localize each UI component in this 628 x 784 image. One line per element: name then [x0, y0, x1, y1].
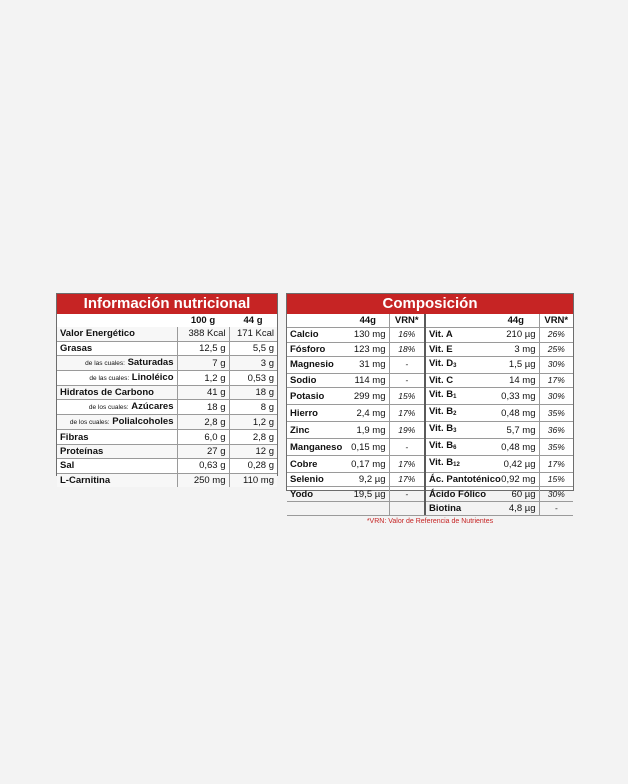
composition-row — [287, 501, 573, 515]
vitamin-name: Vit. $B_6$ — [425, 439, 493, 456]
composition-table-panel — [286, 293, 574, 526]
mineral-name: Selenio — [287, 473, 347, 487]
vitamin-amount: 0,42 µg — [493, 456, 539, 473]
nutrient-name: Hidratos de Carbono — [60, 387, 154, 399]
mineral-vrn: - — [389, 439, 425, 456]
mineral-amount: 31 mg — [347, 356, 389, 373]
value-100g: 27 g — [177, 444, 229, 458]
nutrition-row — [57, 415, 277, 430]
mineral-name: Sodio — [287, 373, 347, 387]
vitamin-vrn: 17% — [539, 456, 573, 473]
composition-row — [287, 328, 573, 342]
nutrition-row — [57, 473, 277, 487]
composition-row — [287, 439, 573, 456]
composition-row — [287, 342, 573, 356]
value-100g: 250 mg — [177, 473, 229, 487]
mineral-name — [287, 501, 347, 515]
vitamin-vrn: 36% — [539, 422, 573, 439]
value-44g: 0,28 g — [229, 459, 277, 473]
value-44g: 3 g — [229, 356, 277, 371]
mineral-amount: 0,17 mg — [347, 456, 389, 473]
nutrient-name: Grasas — [60, 342, 93, 354]
vitamin-vrn: - — [539, 501, 573, 515]
mineral-vrn: - — [389, 356, 425, 373]
vitamin-amount: 0,92 mg — [493, 473, 539, 487]
mineral-vrn: 15% — [389, 388, 425, 405]
nutrient-label — [57, 356, 177, 371]
vitamin-amount: 0,33 mg — [493, 388, 539, 405]
nutrient-name: Fibras — [60, 431, 89, 443]
value-100g: 6,0 g — [177, 430, 229, 444]
vitamin-amount: 3 mg — [493, 342, 539, 356]
vitamin-name: Vit. C — [425, 373, 493, 387]
vitamin-amount: 5,7 mg — [493, 422, 539, 439]
vitamin-subscript: 2 — [453, 411, 457, 418]
col-header-minerals-vrn: VRN* — [389, 314, 425, 328]
mineral-amount: 130 mg — [347, 328, 389, 342]
vitamin-vrn: 30% — [539, 356, 573, 373]
vitamin-subscript: 1 — [453, 394, 457, 401]
composition-table — [287, 314, 573, 515]
vitamin-subscript: 12 — [453, 462, 460, 469]
mineral-vrn: 16% — [389, 328, 425, 342]
value-44g: 8 g — [229, 400, 277, 415]
nutrition-table — [57, 314, 277, 487]
mineral-amount: 299 mg — [347, 388, 389, 405]
value-44g: 1,2 g — [229, 415, 277, 430]
nutrient-prefix: de los cuales: — [88, 404, 129, 412]
nutrition-row — [57, 430, 277, 444]
vitamin-name: Vit. $B_1$ — [425, 388, 493, 405]
mineral-name: Magnesio — [287, 356, 347, 373]
mineral-vrn: 17% — [389, 405, 425, 422]
vitamin-vrn: 25% — [539, 342, 573, 356]
mineral-amount: 9,2 µg — [347, 473, 389, 487]
vitamin-amount: 4,8 µg — [493, 501, 539, 515]
mineral-name: Hierro — [287, 405, 347, 422]
nutrient-label — [57, 341, 177, 355]
value-100g: 7 g — [177, 356, 229, 371]
vitamin-amount: 60 µg — [493, 487, 539, 501]
value-100g: 12,5 g — [177, 341, 229, 355]
mineral-amount: 1,9 mg — [347, 422, 389, 439]
mineral-amount — [347, 501, 389, 515]
mineral-name: Yodo — [287, 487, 347, 501]
nutrient-label — [57, 444, 177, 458]
vitamin-vrn: 17% — [539, 373, 573, 387]
mineral-vrn: 19% — [389, 422, 425, 439]
vitamin-name: Ácido Fólico — [425, 487, 493, 501]
mineral-name: Fósforo — [287, 342, 347, 356]
nutrient-prefix: de las cuales: — [85, 360, 125, 368]
nutrition-row — [57, 356, 277, 371]
mineral-name: Zinc — [287, 422, 347, 439]
vitamin-vrn: 35% — [539, 405, 573, 422]
nutrient-label — [57, 415, 177, 430]
nutrient-name: Saturadas — [127, 357, 174, 369]
value-100g: 388 Kcal — [177, 327, 229, 341]
value-100g: 2,8 g — [177, 415, 229, 430]
nutrient-prefix: de las cuales: — [89, 375, 130, 383]
nutrition-row — [57, 327, 277, 341]
value-100g: 0,63 g — [177, 459, 229, 473]
nutrition-table-panel — [56, 293, 278, 486]
nutrient-label — [57, 459, 177, 473]
value-44g: 18 g — [229, 386, 277, 400]
composition-row — [287, 456, 573, 473]
vitamin-amount: 14 mg — [493, 373, 539, 387]
vrn-footnote: *VRN: Valor de Referencia de Nutrientes — [287, 515, 573, 527]
composition-row — [287, 473, 573, 487]
value-100g: 41 g — [177, 386, 229, 400]
composition-row — [287, 487, 573, 501]
vitamin-vrn: 35% — [539, 439, 573, 456]
value-44g: 2,8 g — [229, 430, 277, 444]
nutrient-label — [57, 327, 177, 341]
nutrition-row — [57, 459, 277, 473]
composition-row — [287, 422, 573, 439]
composition-row — [287, 388, 573, 405]
vitamin-name: Vit. $B_2$ — [425, 405, 493, 422]
nutrient-name: Azúcares — [131, 401, 174, 413]
mineral-name: Cobre — [287, 456, 347, 473]
vitamin-vrn: 30% — [539, 487, 573, 501]
value-44g: 0,53 g — [229, 371, 277, 386]
value-100g: 1,2 g — [177, 371, 229, 386]
mineral-name: Potasio — [287, 388, 347, 405]
nutrient-label — [57, 386, 177, 400]
value-44g: 5,5 g — [229, 341, 277, 355]
col-header-100g: 100 g — [190, 315, 216, 327]
vitamin-name: Vit. $B_3$ — [425, 422, 493, 439]
mineral-amount: 123 mg — [347, 342, 389, 356]
vitamin-vrn: 26% — [539, 328, 573, 342]
mineral-vrn: - — [389, 487, 425, 501]
nutrient-label — [57, 430, 177, 444]
nutrient-name: Linoléico — [131, 372, 174, 384]
mineral-vrn — [389, 501, 425, 515]
vitamin-subscript: 6 — [453, 445, 457, 452]
mineral-amount: 19,5 µg — [347, 487, 389, 501]
vitamin-subscript: 3 — [453, 428, 457, 435]
nutrition-row — [57, 444, 277, 458]
vitamin-name: Vit. A — [425, 328, 493, 342]
nutrition-title: Información nutricional — [57, 294, 277, 314]
nutrient-name: Polialcoholes — [112, 416, 174, 428]
col-header-vitamins-vrn: VRN* — [539, 314, 573, 328]
nutrition-row — [57, 386, 277, 400]
col-header-minerals-amount: 44g — [359, 315, 376, 327]
mineral-vrn: - — [389, 373, 425, 387]
composition-row — [287, 373, 573, 387]
composition-title: Composición — [287, 294, 573, 314]
value-44g: 110 mg — [229, 473, 277, 487]
vitamin-vrn: 30% — [539, 388, 573, 405]
nutrition-row — [57, 371, 277, 386]
value-100g: 18 g — [177, 400, 229, 415]
composition-row — [287, 356, 573, 373]
vitamin-name: Vit. $D_3$ — [425, 356, 493, 373]
value-44g: 12 g — [229, 444, 277, 458]
vitamin-name: Vit. E — [425, 342, 493, 356]
nutrient-name: Valor Energético — [60, 328, 135, 340]
vitamin-name: Biotina — [425, 501, 493, 515]
col-header-44g: 44 g — [243, 315, 263, 327]
value-44g: 171 Kcal — [229, 327, 277, 341]
nutrition-row — [57, 341, 277, 355]
vitamin-amount: 1,5 µg — [493, 356, 539, 373]
vitamin-name: Ác. Pantoténico — [425, 473, 493, 487]
vitamin-amount: 0,48 mg — [493, 405, 539, 422]
vitamin-vrn: 15% — [539, 473, 573, 487]
nutrient-label — [57, 400, 177, 415]
vitamin-amount: 210 µg — [493, 328, 539, 342]
mineral-amount: 114 mg — [347, 373, 389, 387]
nutrient-label — [57, 473, 177, 487]
col-header-vitamins-amount: 44g — [507, 315, 524, 327]
mineral-amount: 2,4 mg — [347, 405, 389, 422]
mineral-vrn: 17% — [389, 473, 425, 487]
nutrient-prefix: de los cuales: — [69, 419, 110, 427]
nutrient-label — [57, 371, 177, 386]
nutrition-row — [57, 400, 277, 415]
mineral-amount: 0,15 mg — [347, 439, 389, 456]
vitamin-amount: 0,48 mg — [493, 439, 539, 456]
mineral-name: Calcio — [287, 328, 347, 342]
composition-row — [287, 405, 573, 422]
nutrient-name: Sal — [60, 460, 75, 472]
vitamin-name: Vit. $B_{12}$ — [425, 456, 493, 473]
nutrient-name: Proteínas — [60, 446, 104, 458]
mineral-vrn: 18% — [389, 342, 425, 356]
vitamin-subscript: 3 — [453, 362, 457, 369]
nutrient-name: L-Carnitina — [60, 474, 111, 486]
mineral-vrn: 17% — [389, 456, 425, 473]
mineral-name: Manganeso — [287, 439, 347, 456]
